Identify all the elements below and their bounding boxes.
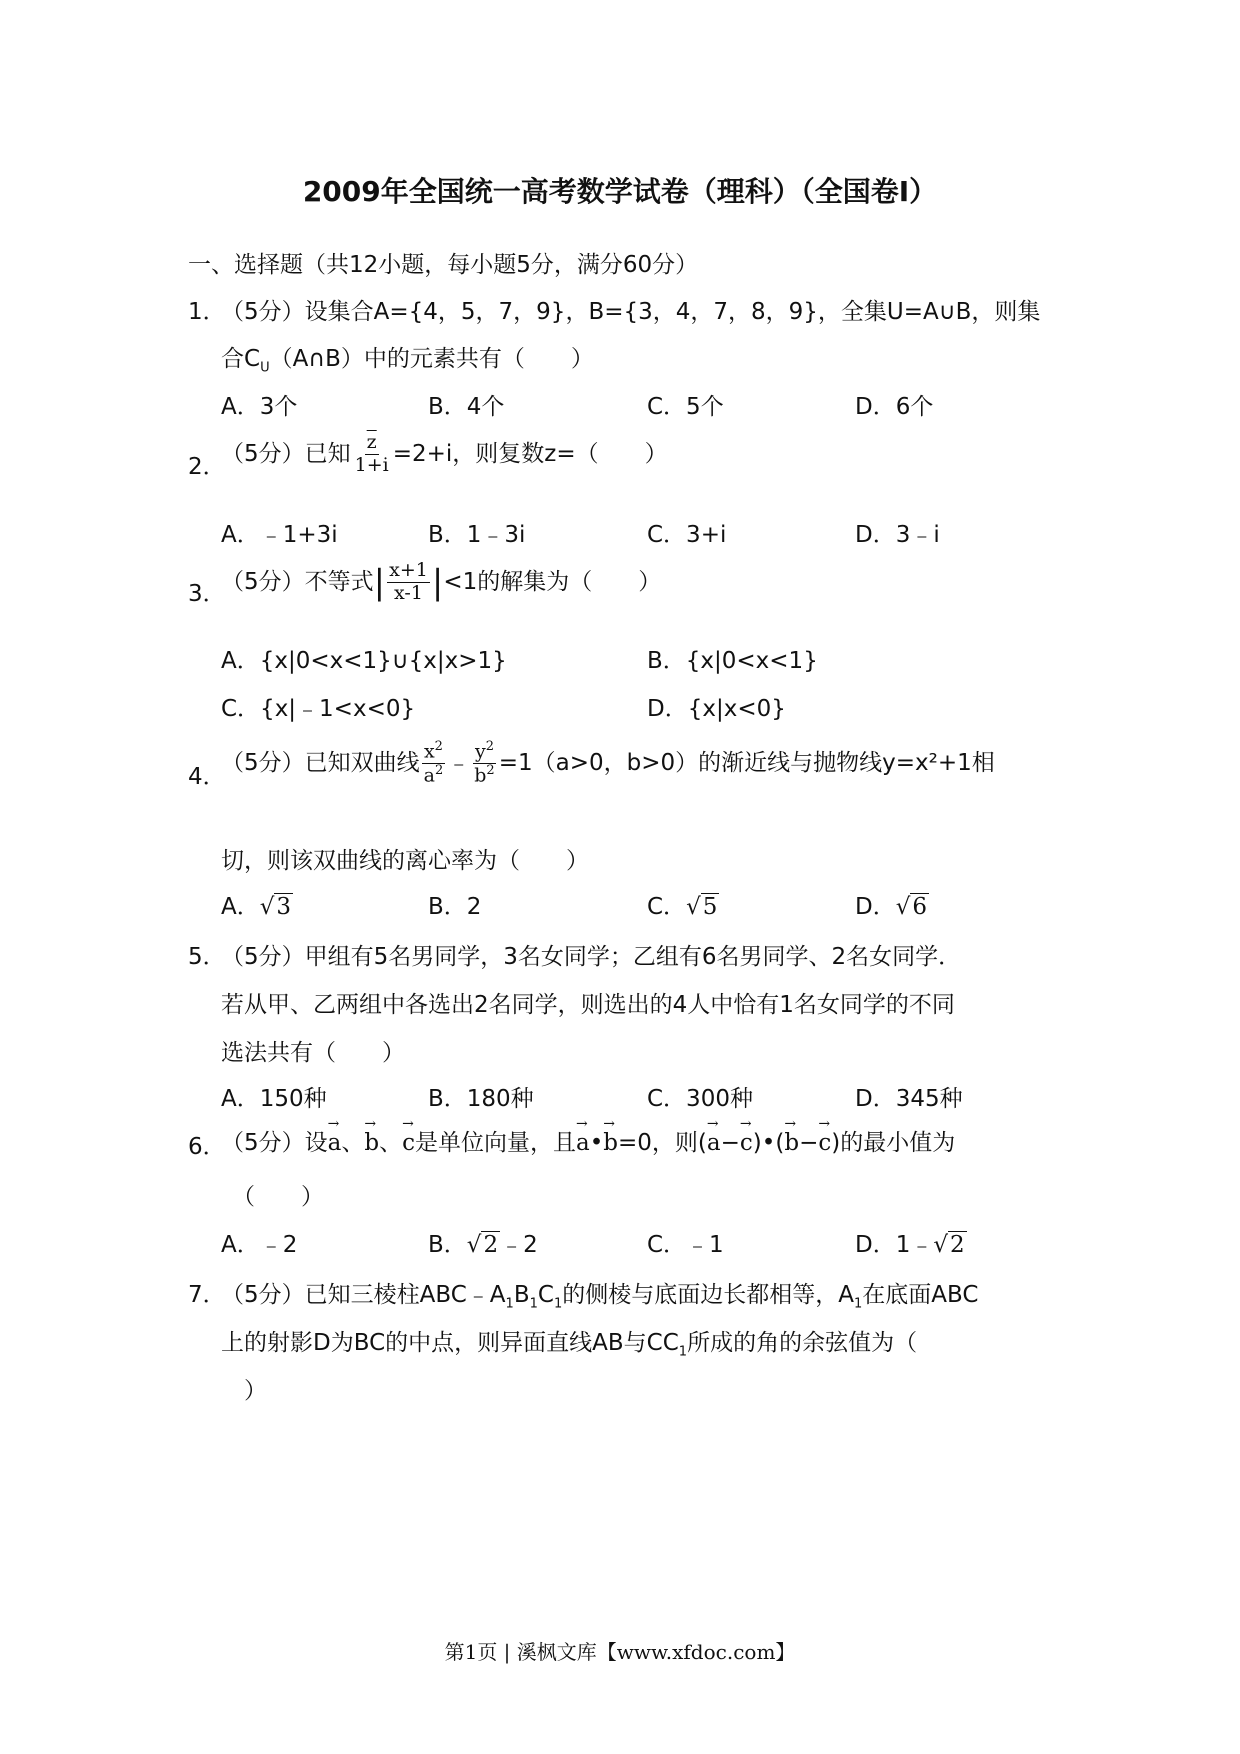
question-4-option-a: A．√3	[221, 894, 292, 920]
vector-a: → a	[576, 1124, 590, 1156]
question-4-number: 4．	[188, 764, 226, 790]
square-root: √3	[259, 894, 292, 920]
question-2-option-b: B．1﹣3i	[428, 522, 526, 548]
question-6-line-1: （5分）设→ a、→ b、→ c是单位向量，且→ a•→ b=0，则(→ a−→ c)•(→ b−→ c)的最小值为	[221, 1124, 955, 1157]
vector-b: → b	[603, 1124, 618, 1156]
question-3-stem: （5分）不等式| $\frac{x+1}{x-1}$ |<1的解集为（ ）	[221, 559, 662, 604]
question-3-option-d: D．{x|x<0}	[647, 696, 786, 722]
question-7-number: 7．	[188, 1282, 226, 1308]
question-3-option-c: C．{x|﹣1<x<0}	[221, 696, 416, 722]
square-root: √5	[686, 894, 718, 920]
question-2-stem: （5分）已知 $\frac{\overline{z}}{1+i}$ =2+i，则复数z=（ ）	[221, 431, 668, 476]
question-5-option-c: C．300种	[647, 1086, 753, 1112]
question-1-number: 1．	[188, 299, 226, 325]
question-1-option-c: C．5个	[647, 394, 724, 420]
vector-a: → a	[328, 1124, 342, 1156]
question-6-line-2: （ ）	[232, 1184, 324, 1210]
vector-b: → b	[364, 1124, 379, 1156]
question-5-option-a: A．150种	[221, 1086, 327, 1112]
question-1-line-2: 合$C_U(A\cap B)$中的元素共有（ ）	[221, 346, 594, 376]
question-2-number: 2．	[188, 454, 226, 480]
vector-c: → c	[402, 1124, 415, 1156]
question-3-option-b: B．{x|0<x<1}	[647, 648, 818, 674]
fraction: $\frac{y^2}{b^2}$	[474, 739, 495, 787]
question-6-option-d: D．1﹣√2	[855, 1232, 965, 1258]
question-4-option-b: B．2	[428, 894, 482, 920]
question-1-option-a: A．3个	[221, 394, 298, 420]
question-5-line-1: （5分）甲组有5名男同学，3名女同学；乙组有6名男同学、2名女同学．	[221, 944, 962, 970]
question-5-line-2: 若从甲、乙两组中各选出2名同学，则选出的4人中恰有1名女同学的不同	[221, 992, 955, 1018]
fraction: $\frac{x+1}{x-1}$	[389, 559, 428, 604]
question-2-option-d: D．3﹣i	[855, 522, 940, 548]
question-2-option-c: C．3+i	[647, 522, 727, 548]
question-7-line-1: （5分）已知三棱柱$ABC﹣A_1B_1C_1$的侧棱与底面边长都相等，$A_1$在底面ABC	[221, 1282, 979, 1312]
page-footer: 第1页 | 溪枫文库【www.xfdoc.com】	[444, 1640, 796, 1664]
question-5-number: 5．	[188, 944, 226, 970]
vector-b: → b	[784, 1124, 799, 1156]
question-6-number: 6．	[188, 1134, 226, 1160]
question-5-option-d: D．345种	[855, 1086, 963, 1112]
question-7-line-3: ）	[244, 1378, 267, 1404]
question-6-option-b: B．√2﹣2	[428, 1232, 538, 1258]
question-1-option-d: D．6个	[855, 394, 934, 420]
square-root: √2	[933, 1232, 965, 1258]
vector-a: → a	[707, 1124, 721, 1156]
question-1-line-1: （5分）设集合A={4，5，7，9}，B={3，4，7，8，9}，全集U=A∪B，则集	[221, 299, 1041, 325]
question-6-option-c: C．﹣1	[647, 1232, 724, 1258]
page-title: 2009年全国统一高考数学试卷（理科）（全国卷Ⅰ）	[302, 175, 938, 208]
question-3-option-a: A．{x|0<x<1}∪{x|x>1}	[221, 648, 507, 674]
question-4-option-d: D．√6	[855, 894, 928, 920]
question-2-option-a: A．﹣1+3i	[221, 522, 338, 548]
fraction: $\frac{x^2}{a^2}$	[423, 739, 444, 787]
question-4-option-c: C．√5	[647, 894, 718, 920]
question-5-option-b: B．180种	[428, 1086, 534, 1112]
vector-c: → c	[818, 1124, 831, 1156]
fraction: $\frac{\overline{z}}{1+i}$	[354, 431, 389, 476]
question-3-number: 3．	[188, 581, 226, 607]
square-root: √6	[895, 894, 928, 920]
square-root: √2	[466, 1232, 499, 1258]
vector-c: → c	[740, 1124, 753, 1156]
question-6-option-a: A．﹣2	[221, 1232, 298, 1258]
question-5-line-3: 选法共有（ ）	[221, 1040, 405, 1066]
question-7-line-2: 上的射影D为BC的中点，则异面直线AB与$CC_1$所成的角的余弦值为（	[221, 1330, 918, 1360]
section-heading: 一、选择题（共12小题，每小题5分，满分60分）	[188, 252, 699, 278]
question-1-option-b: B．4个	[428, 394, 505, 420]
question-4-line-2: 切，则该双曲线的离心率为（ ）	[221, 848, 589, 874]
question-4-line-1: （5分）已知双曲线 $\frac{x^2}{a^2}$ ﹣ $\frac{y^2}{b^2}$ =1（a>0，b>0）的渐近线与抛物线y=x²+1相	[221, 739, 995, 787]
